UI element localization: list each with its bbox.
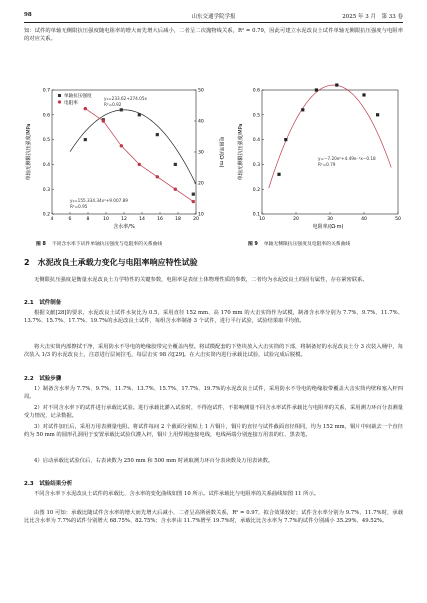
y-tick-label: 0.7 <box>42 88 50 94</box>
y-tick-label: 0.6 <box>42 113 50 119</box>
strength-point <box>156 133 159 136</box>
y-tick-label: 0.2 <box>252 187 260 193</box>
data-point <box>335 83 338 86</box>
x-tick-label: 18 <box>175 217 181 222</box>
data-point <box>277 173 280 176</box>
x-tick-label: 8 <box>86 217 90 222</box>
figure-9-label: 图 9 <box>248 242 258 247</box>
resistivity-point <box>84 107 87 110</box>
x-tick-label: 14 <box>139 217 145 222</box>
section-2-2-step-4: 4）启动承载比试验仪后，右表读数为 250 mm 和 500 mm 时读取测力环百分表读数及万用表读数。 <box>34 458 274 464</box>
section-2-1-paragraph-a: 根据文献[28]的要求，水泥改良土试件水灰比为 0.5，采用直径 152 mm、高 170 mm 的大击实筒作为试模，制备含水率分别为 7.7%、9.7%、11.7%、13.7%、15.7%、17.7%、19.7%的水泥改良土试件，每组含水率制备 3 个试件，进行平行试验，试验结果取平均值。 <box>24 310 403 325</box>
x-tick-label: 16 <box>157 217 163 222</box>
data-point <box>284 138 287 141</box>
section-2-2-step-2: 2）对不同含水率下的试件进行承载比试验。进行承载比灌入试验时，不得泡试件，不影响测量不同含水率试件承载比与电阻率的关系，采用测力环百分表测量受力情况，记录数据。 <box>24 405 403 420</box>
figure-8-marks <box>70 107 196 203</box>
y-tick-label: 0.3 <box>252 163 260 168</box>
x-tick-label: 20 <box>193 217 199 222</box>
figure-9-axes <box>253 88 401 222</box>
figure-8-chart <box>24 82 224 232</box>
issue-info: 2025 年 3 月 第 33 卷 <box>342 14 403 20</box>
resistivity-point <box>138 163 141 166</box>
data-point <box>376 113 379 116</box>
section-2-3-title: 2.3 试验结果分析 <box>24 481 73 487</box>
y-tick-label: 0.5 <box>252 113 260 119</box>
x-tick-label: 6 <box>68 217 72 222</box>
figure-8-label: 图 8 <box>36 242 46 247</box>
plot-frame <box>52 90 196 214</box>
data-point <box>301 108 304 111</box>
resistivity-point <box>174 188 177 191</box>
figure-9-chart <box>236 82 406 232</box>
y2-tick-label: 40 <box>198 119 204 125</box>
resistivity-point <box>120 144 123 147</box>
x-tick-label: 30 <box>327 217 333 222</box>
figure-9-caption <box>248 240 350 247</box>
x-tick-label: 40 <box>361 217 367 222</box>
y-tick-label: 0.5 <box>42 138 50 144</box>
section-2-title: 2 水泥改良土承载力变化与电阻率响应特性试验 <box>24 258 198 267</box>
y2-tick-label: 30 <box>198 150 204 156</box>
figure-8-caption <box>36 240 162 247</box>
figure-9-marks <box>269 83 391 188</box>
legend-circle-marker <box>58 100 61 103</box>
section-2-3-paragraph-a: 不同含水率下水泥改良土试件的承载比、含水率的变化曲线如图 10 所示。试件承载比与电阻率的关系曲线如图 11 所示。 <box>34 491 320 497</box>
fit-curve <box>269 85 391 188</box>
figure-8-ylabel-left: 单轴无侧限抗压强度/MPa <box>26 123 32 181</box>
strength-point <box>174 163 177 166</box>
figure-9-ylabel: 单轴无侧限抗压强度/MPa <box>238 123 244 181</box>
figure-8-ylabel-right: 电阻率/(Ω·m) <box>218 136 224 168</box>
x-tick-label: 12 <box>121 217 127 222</box>
x-tick-label: 10 <box>259 217 265 222</box>
strength-point <box>138 113 141 116</box>
resistivity-point <box>156 175 159 178</box>
y-tick-label: 0.4 <box>42 163 50 168</box>
figure-9-eq: y=−7.20e⁵+4.49e⁻²x−0.18 <box>318 156 376 161</box>
strength-point <box>84 138 87 141</box>
figure-8-legend <box>58 92 92 106</box>
legend-resistivity: 电阻率 <box>64 101 78 106</box>
x-tick-label: 50 <box>395 217 401 222</box>
legend-strength: 单轴抗压强度 <box>64 94 92 99</box>
section-2-3-paragraph-b: 由图 10 可知：承载比随试件含水率的增大而先增大后减小，二者呈高斯函数关系，R² = 0.97，拟合效果较好；试件含水率分别为 9.7%、11.7%时，承载比比含水率为 7.7%的试件分别增大 68.75%、82.75%；含水率由 11.7%增至 19.7%时，承载比比含水率为 7.7%的试件分别减小 35.29%、49.52%。 <box>24 510 403 525</box>
section-2-2-title: 2.2 试验步骤 <box>24 376 62 382</box>
x-tick-label: 20 <box>293 217 299 222</box>
figure-8-eq1: y₁=233.62+274.05x <box>104 96 147 101</box>
y-tick-label: 0.2 <box>42 212 50 218</box>
y2-tick-label: 10 <box>198 212 204 218</box>
figure-8-eq2: y₂=155.334.34x²+9 007.89 <box>70 198 128 203</box>
figure-8-caption-text: 不同含水率下试件单轴抗压强度与电阻率的关系曲线 <box>51 242 163 247</box>
y-tick-label: 0.4 <box>252 138 260 144</box>
y2-tick-label: 20 <box>198 181 204 187</box>
x-tick-label: 4 <box>50 217 54 222</box>
journal-name: 山东交通学院学报 <box>191 14 236 20</box>
plot-frame <box>262 90 398 214</box>
section-2-1-title: 2.1 试件制备 <box>24 300 62 306</box>
strength-point <box>192 193 195 196</box>
legend-square-marker <box>58 94 61 97</box>
section-2-2-step-3: 3）对试件加压后，采用万用表测量电阻。将试件每间 2 个截面分别贴上 1 片铜片，铜片的直径与试件截面直径相同，均为 152 mm，铜片中间裁去一个直径约为 50 mm 的圆形孔洞用于安置承载比试验仪灌入杆，铜片上用焊锡连接电线，电线两端分别连接万用表的红、黑表笔。 <box>24 424 403 439</box>
figure-8-xlabel: 含水率/% <box>113 224 135 230</box>
strength-fit-curve <box>70 110 196 184</box>
resistivity-point <box>102 119 105 122</box>
y-tick-label: 0.6 <box>252 88 260 94</box>
figure-9-xlabel: 电阻率/(Ω·m) <box>312 224 344 230</box>
section-2-1-paragraph-b: 将大击实筒内部擦拭干净，采用防水不导电的绝缘胶带完全覆盖内壁。将试模配套的下垫块放入大击实筒的下部，将制备好的水泥改良土分 3 次装入桶中，每次装入 1/3 的水泥改良土，注意进行层间拉毛，每层击实 98 次[29]。在大击实筒内进行承载比试验，试验完成后脱模。 <box>24 344 403 359</box>
figure-9-caption-text: 单轴无侧限抗压强度及电阻率的关系曲线 <box>263 242 351 247</box>
x-tick-label: 10 <box>103 217 109 222</box>
intro-paragraph: 知：试件的单轴无侧限抗压强度随电阻率的增大而先增大后减小，二者呈二次抛物线关系，R² = 0.79，因此可建立水泥改良土试件单轴无侧限抗压强度与电阻率的对应关系。 <box>24 28 403 43</box>
section-2-paragraph: 无侧限抗压强度是衡量水泥改良土力学特性的关键参数，电阻率是表征土体物理性质的参数，二者均为水泥改良土的固有属性，存在紧密联系。 <box>34 277 368 283</box>
resistivity-fit-line <box>85 109 193 202</box>
figure-9-r2: R²=0.79 <box>318 162 336 167</box>
y2-tick-label: 50 <box>198 88 204 94</box>
data-point <box>315 88 318 91</box>
y-tick-label: 0.3 <box>42 187 50 193</box>
figure-8-r2: R²=0.95 <box>70 204 88 209</box>
data-point <box>362 93 365 96</box>
page-number: 98 <box>24 12 32 18</box>
strength-point <box>120 108 123 111</box>
y-tick-label: 0.1 <box>252 212 260 218</box>
resistivity-point <box>192 200 195 203</box>
figure-8-r1: R²=0.92 <box>104 102 122 107</box>
running-header <box>24 10 403 23</box>
section-2-2-step-1: 1）制备含水率为 7.7%、9.7%、11.7%、13.7%、15.7%、17.7%、19.7%的水泥改良土试件，采用防水不导电的绝缘胶带覆盖大击实筒内壁和塞入杆四周。 <box>24 386 403 401</box>
